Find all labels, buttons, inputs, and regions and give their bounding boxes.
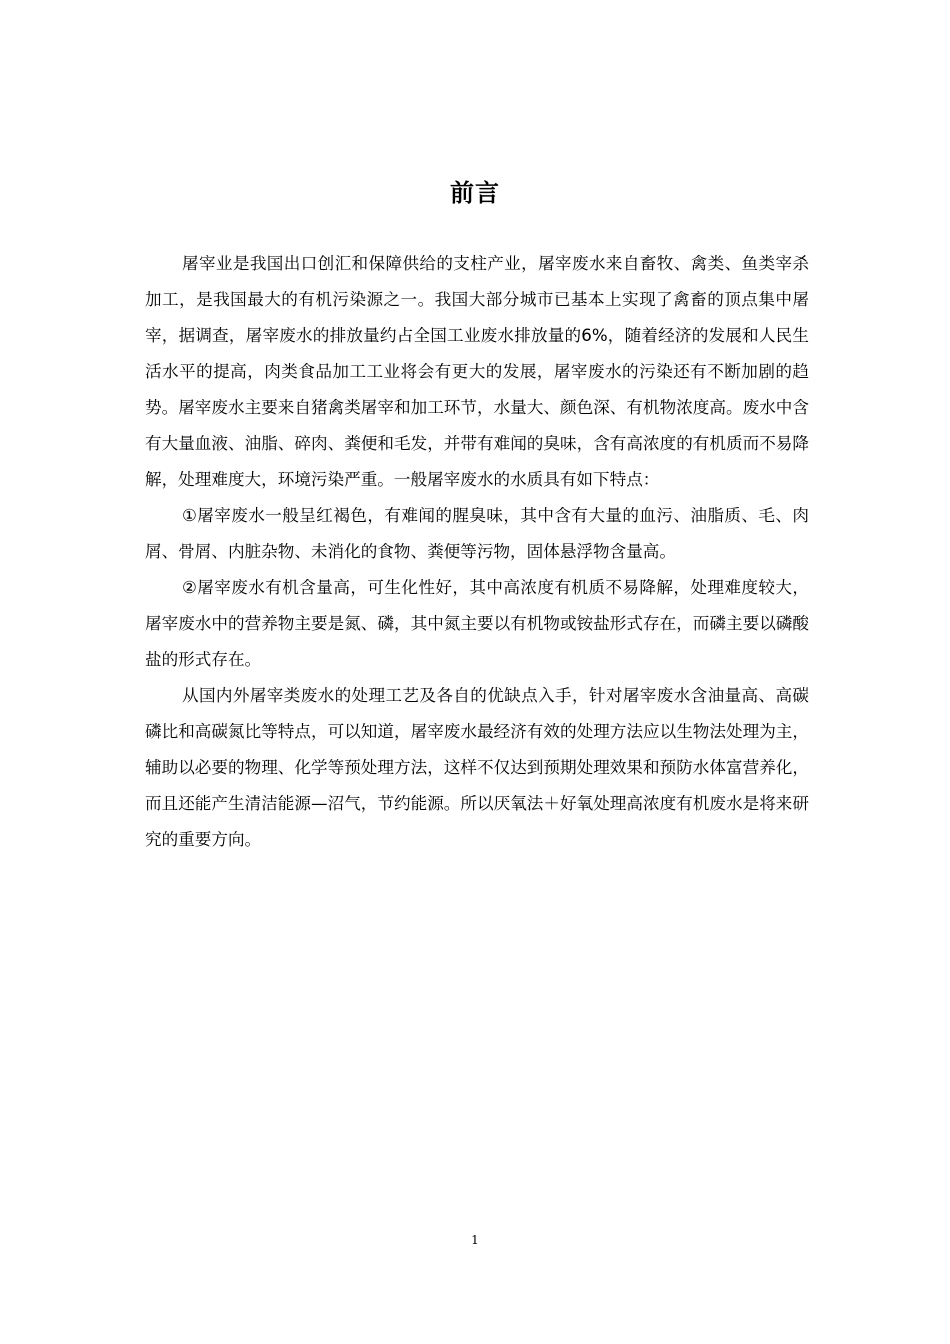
- body-text: [145, 246, 809, 858]
- paragraph-conclusion: 从国内外屠宰类废水的处理工艺及各自的优缺点入手，针对屠宰废水含油量高、高碳磷比和高碳氮比等特点，可以知道，屠宰废水最经济有效的处理方法应以生物法处理为主，辅助以必要的物理、化学等预处理方法，这样不仅达到预期处理效果和预防水体富营养化，而且还能产生清洁能源—沼气，节约能源。所以厌氧法＋好氧处理高浓度有机废水是将来研究的重要方向。: [145, 686, 809, 849]
- paragraph-feature-1: ①屠宰废水一般呈红褐色，有难闻的腥臭味，其中含有大量的血污、油脂质、毛、肉屑、骨屑、内脏杂物、未消化的食物、粪便等污物，固体悬浮物含量高。: [145, 506, 809, 561]
- paragraph-feature-2: ②屠宰废水有机含量高，可生化性好，其中高浓度有机质不易降解，处理难度较大，屠宰废水中的营养物主要是氮、磷，其中氮主要以有机物或铵盐形式存在，而磷主要以磷酸盐的形式存在。: [145, 578, 809, 669]
- page-title: 前言: [450, 179, 500, 207]
- paragraph-intro: 屠宰业是我国出口创汇和保障供给的支柱产业，屠宰废水来自畜牧、禽类、鱼类宰杀加工，是我国最大的有机污染源之一。我国大部分城市已基本上实现了禽畜的顶点集中屠宰，据调查，屠宰废水的排放量约占全国工业废水排放量的6%，随着经济的发展和人民生活水平的提高，肉类食品加工工业将会有更大的发展，屠宰废水的污染还有不断加剧的趋势。屠宰废水主要来自猪禽类屠宰和加工环节，水量大、颜色深、有机物浓度高。废水中含有大量血液、油脂、碎肉、粪便和毛发，并带有难闻的臭味，含有高浓度的有机质而不易降解，处理难度大，环境污染严重。一般屠宰废水的水质具有如下特点：: [145, 254, 809, 489]
- page-number: 1: [471, 1233, 479, 1247]
